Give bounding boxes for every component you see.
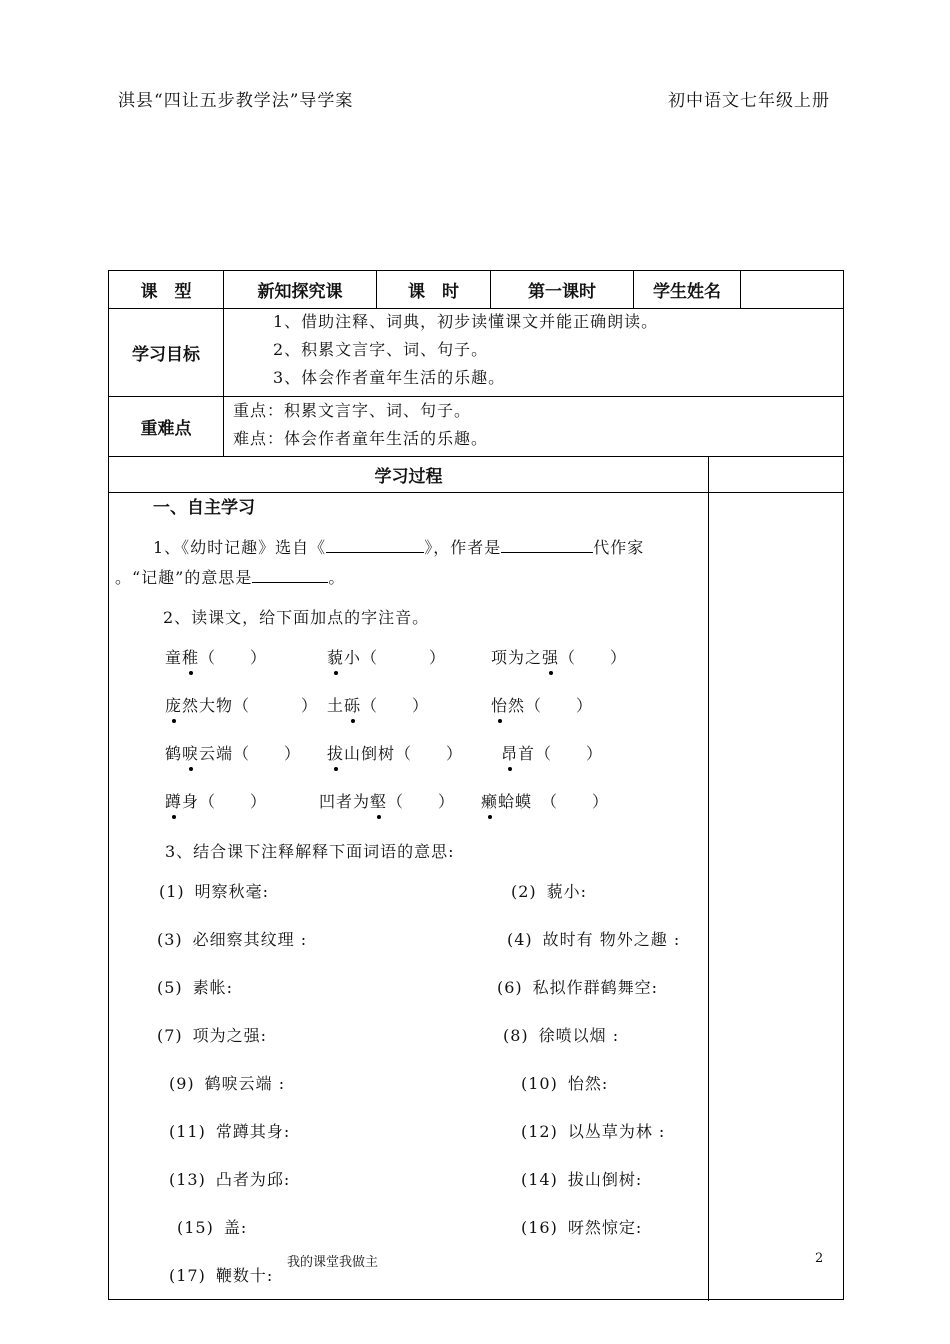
lesson-type-label: 课 型 [140, 282, 192, 302]
goal-item: 2、积累文言字、词、句子。 [273, 340, 489, 359]
pinyin-item: 蹲身（ ） [165, 789, 267, 812]
key-point-item: 重点：积累文言字、词、句子。 [233, 401, 472, 420]
vocab-item: (17) 鞭数十: [169, 1266, 274, 1285]
lesson-type-value: 新知探究课 [257, 282, 343, 302]
goal-item: 3、体会作者童年生活的乐趣。 [273, 368, 506, 387]
goals-label: 学习目标 [132, 345, 200, 365]
col-divider [223, 308, 224, 456]
pinyin-item: 藐小（ ） [327, 645, 446, 668]
dotted-character: 壑 [370, 789, 387, 812]
question-1: 1、《幼时记趣》选自《 》，作者是 代作家 [153, 538, 645, 557]
pinyin-item: 土砾（ ） [327, 693, 429, 716]
dotted-character: 藐 [327, 645, 344, 668]
vocab-item: (16) 呀然惊定: [521, 1218, 643, 1237]
vocab-item: (11) 常蹲其身: [169, 1122, 291, 1141]
dotted-character: 稚 [182, 645, 199, 668]
student-name-field[interactable] [741, 271, 843, 308]
blank-meaning[interactable] [252, 566, 328, 583]
lesson-period-label: 课 时 [408, 282, 459, 302]
dotted-character: 砾 [344, 693, 361, 716]
dotted-character: 庞 [165, 693, 182, 716]
vocab-item: (10) 怡然: [521, 1074, 609, 1093]
key-points-label: 重难点 [140, 419, 192, 439]
col-divider [708, 456, 709, 1301]
vocab-item: (9) 鹤唳云端 : [169, 1074, 286, 1093]
page-number: 2 [815, 1251, 824, 1266]
header-right-title: 初中语文七年级上册 [668, 91, 830, 111]
pinyin-item: 鹤唳云端（ ） [165, 741, 301, 764]
pinyin-item: 怡然（ ） [491, 693, 593, 716]
vocab-item: (6) 私拟作群鹤舞空: [497, 978, 659, 997]
dotted-character: 怡 [491, 693, 508, 716]
vocab-item: (13) 凸者为邱: [169, 1170, 291, 1189]
pinyin-item: 项为之强（ ） [491, 645, 627, 668]
student-name-label: 学生姓名 [653, 282, 721, 302]
dotted-character: 拔 [327, 741, 344, 764]
question-1-cont: 。“记趣”的意思是 。 [115, 568, 346, 587]
pinyin-item: 凹者为壑（ ） [319, 789, 455, 812]
vocab-item: (7) 项为之强: [157, 1026, 268, 1045]
pinyin-item: 拔山倒树（ ） [327, 741, 463, 764]
lesson-period-value: 第一课时 [528, 282, 596, 302]
dotted-character: 唳 [182, 741, 199, 764]
process-title: 学习过程 [374, 467, 443, 487]
vocab-item: (5) 素帐: [157, 978, 234, 997]
blank-era[interactable] [501, 536, 593, 553]
pinyin-item: 癞蛤蟆 （ ） [481, 789, 609, 812]
footer-slogan: 我的课堂我做主 [287, 1255, 379, 1270]
vocab-item: (4) 故时有 物外之趣 : [507, 930, 681, 949]
blank-source[interactable] [326, 536, 424, 553]
dotted-character: 昂 [501, 741, 518, 764]
section-heading: 一、自主学习 [153, 498, 255, 518]
notes-column [709, 457, 843, 492]
vocab-item: (12) 以丛草为林 : [521, 1122, 666, 1141]
vocab-item: (8) 徐喷以烟 : [503, 1026, 620, 1045]
pinyin-item: 童稚（ ） [165, 645, 267, 668]
dotted-character: 强 [542, 645, 559, 668]
pinyin-item: 庞然大物（ ） [165, 693, 318, 716]
vocab-item: (14) 拔山倒树: [521, 1170, 643, 1189]
question-3: 3、结合课下注释解释下面词语的意思: [165, 842, 455, 861]
dotted-character: 癞 [481, 789, 498, 812]
header-left-title: 淇县“四让五步教学法”导学案 [118, 91, 354, 111]
question-2: 2、读课文，给下面加点的字注音。 [163, 608, 430, 627]
vocab-item: (15) 盖: [177, 1218, 248, 1237]
pinyin-item: 昂首（ ） [501, 741, 603, 764]
dotted-character: 蹲 [165, 789, 182, 812]
goal-item: 1、借助注释、词典，初步读懂课文并能正确朗读。 [273, 312, 659, 331]
key-point-item: 难点：体会作者童年生活的乐趣。 [233, 429, 489, 448]
vocab-item: (1) 明察秋毫: [159, 882, 270, 901]
vocab-item: (2) 藐小: [511, 882, 588, 901]
vocab-item: (3) 必细察其纹理 : [157, 930, 308, 949]
worksheet-table [108, 270, 844, 1300]
